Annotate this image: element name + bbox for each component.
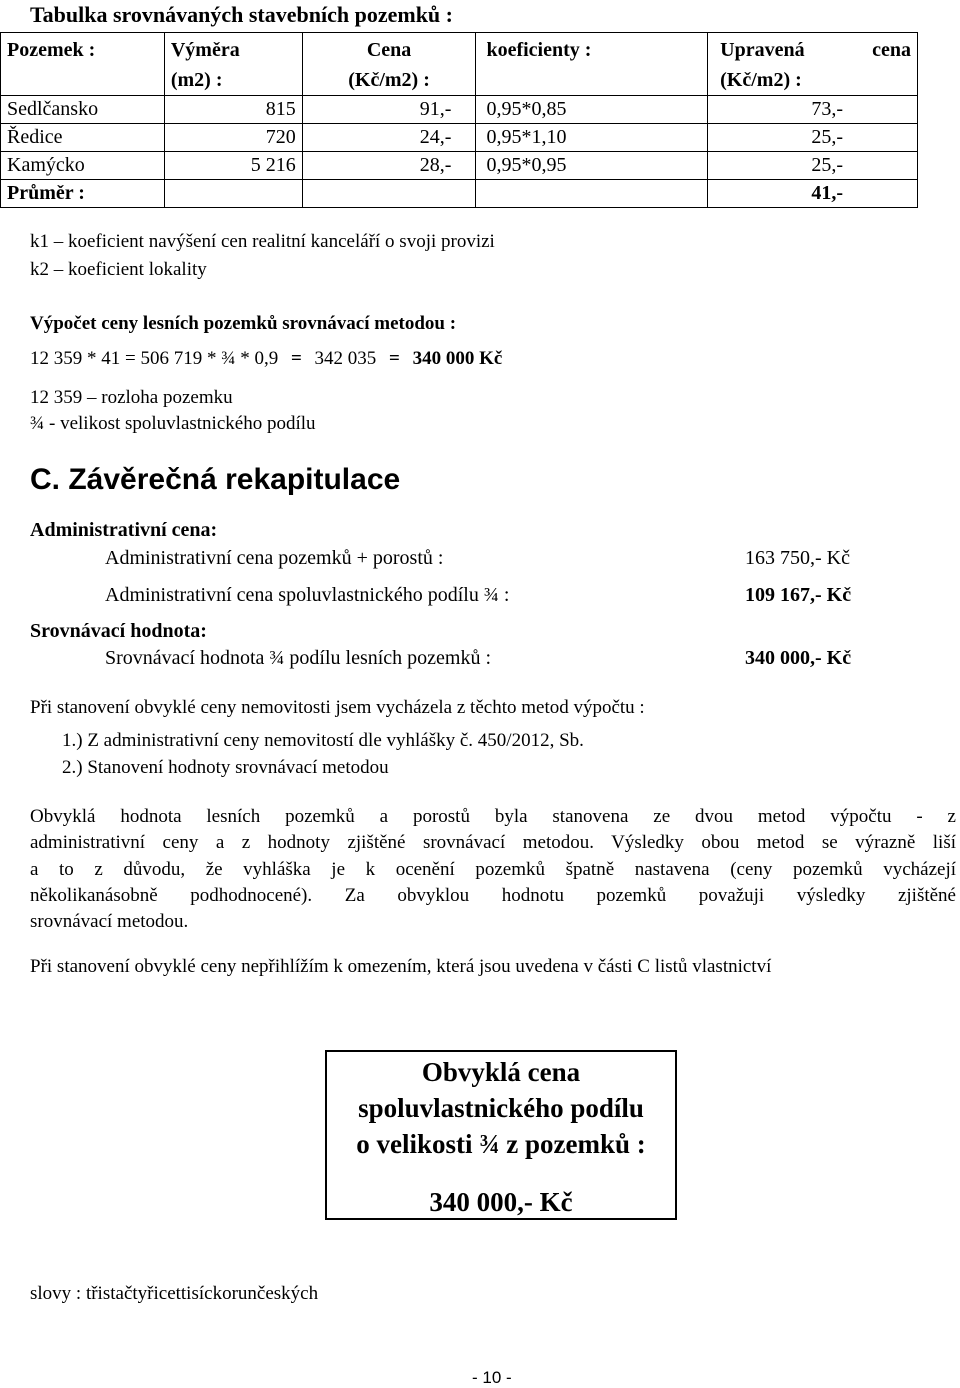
header-koeficienty: koeficienty : [476,33,708,96]
paragraph-2: Při stanovení obvyklé ceny nepřihlížím k omezením, která jsou uvedena v části C listů vlastnictví [30,956,772,977]
cell-cena: 24,- [302,124,476,152]
box-line: Obvyklá cena [421,1057,581,1087]
paragraph-line: a to z důvodu, že vyhláška je k ocenění pozemků špatně nastavena (ceny pozemků vycházejí [30,859,956,880]
cell-vymera: 720 [164,124,302,152]
paragraph-line: administrativní ceny a z hodnoty zjištěné srovnávací metodou. Výsledky obou metod se výrazně liší [30,832,956,853]
table-title: Tabulka srovnávaných stavebních pozemků : [30,2,453,27]
comparison-table [0,32,918,208]
average-value: 41,- [708,180,918,208]
cell-upravena: 73,- [708,96,918,124]
note-podil: ¾ - velikost spoluvlastnického podílu [30,413,316,434]
srov-heading: Srovnávací hodnota: [30,620,207,642]
cell-koeficienty: 0,95*0,95 [476,152,708,180]
cell-pozemek: Kamýcko [1,152,165,180]
section-title: C. Závěrečná rekapitulace [30,463,401,496]
cell-upravena: 25,- [708,124,918,152]
cell-cena: 28,- [302,152,476,180]
srov-row-value: 340 000,- Kč [745,647,852,669]
admin-row1-label: Administrativní cena pozemků + porostů : [105,547,444,569]
cell-vymera: 5 216 [164,152,302,180]
cell-pozemek: Ředice [1,124,165,152]
table-row [1,152,918,180]
admin-row2-label: Administrativní cena spoluvlastnického podílu ¾ : [105,584,510,606]
admin-heading: Administrativní cena: [30,519,218,541]
note-rozloha: 12 359 – rozloha pozemku [30,387,233,408]
calc-line: 12 359 * 41 = 506 719 * ¾ * 0,9 = 342 035 = 340 000 Kč [30,348,503,369]
paragraph-line-last: srovnávací metodou. [30,911,189,932]
table-row [1,96,918,124]
cell-koeficienty: 0,95*0,85 [476,96,708,124]
cell-cena: 91,- [302,96,476,124]
method-intro: Při stanovení obvyklé ceny nemovitosti jsem vycházela z těchto metod výpočtu : [30,697,645,718]
calc-heading: Výpočet ceny lesních pozemků srovnávací metodou : [30,313,457,334]
cell-upravena: 25,- [708,152,918,180]
header-cena: Cena (Kč/m2) : [302,33,476,96]
header-upravena-cena: Upravená cena (Kč/m2) : [708,33,918,96]
price-in-words: slovy : třistačtyřicettisíckorunčeských [30,1283,319,1304]
cell-vymera: 815 [164,96,302,124]
box-line: spoluvlastnického podílu [358,1093,644,1123]
box-value: 340 000,- Kč [429,1187,573,1217]
table-header-row [1,33,918,96]
method2: 2.) Stanovení hodnoty srovnávací metodou [62,757,389,778]
admin-row1-value: 163 750,- Kč [745,547,850,569]
average-label: Průměr : [1,180,165,208]
paragraph-line: několikanásobně podhodnocené). Za obvyklou hodnotu pozemků považuji výsledky zjištěné [30,885,956,906]
paragraph-line: Obvyklá hodnota lesních pozemků a porostů byla stanovena ze dvou metod výpočtu - z [30,806,956,827]
srov-row-label: Srovnávací hodnota ¾ podílu lesních pozemků : [105,647,492,669]
cell-koeficienty: 0,95*1,10 [476,124,708,152]
cell-pozemek: Sedlčansko [1,96,165,124]
header-pozemek: Pozemek : [1,33,165,96]
page-number: - 10 - [472,1368,512,1387]
final-price-box [325,1050,677,1220]
method1: 1.) Z administrativní ceny nemovitostí dle vyhlášky č. 450/2012, Sb. [62,730,584,751]
table-row-average [1,180,918,208]
k1-note: k1 – koeficient navýšení cen realitní kanceláří o svoji provizi [30,231,495,252]
k2-note: k2 – koeficient lokality [30,259,207,280]
table-row [1,124,918,152]
box-line: o velikosti ¾ z pozemků : [356,1129,646,1159]
admin-row2-value: 109 167,- Kč [745,584,852,606]
header-vymera: Výměra (m2) : [164,33,302,96]
